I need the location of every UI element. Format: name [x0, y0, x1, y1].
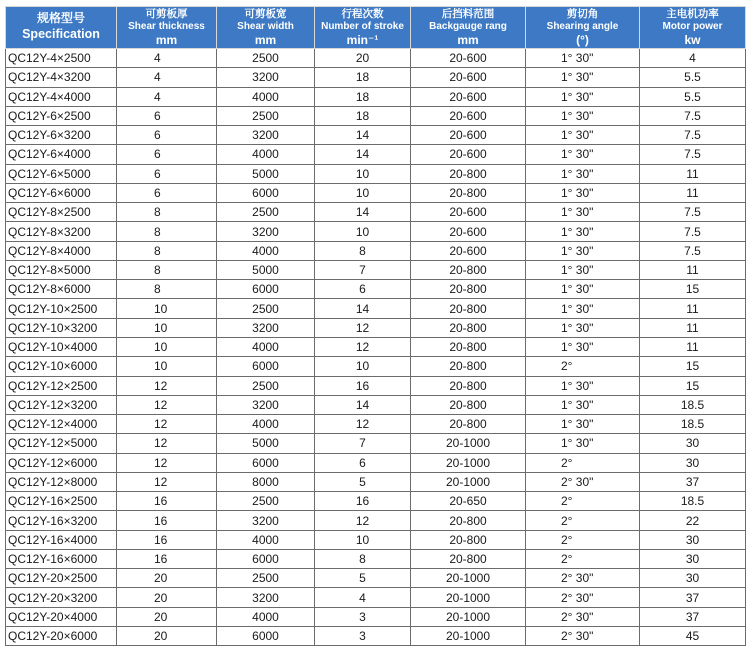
- header-width: [217, 7, 315, 49]
- cell-thickness: 20: [117, 607, 217, 626]
- cell-thickness: 4: [117, 68, 217, 87]
- table-row: [6, 241, 746, 260]
- cell-power: 7.5: [640, 222, 746, 241]
- table-row: [6, 434, 746, 453]
- cell-angle: 2°: [526, 511, 640, 530]
- cell-stroke: 14: [315, 203, 411, 222]
- cell-width: 4000: [217, 415, 315, 434]
- cell-spec: QC12Y-16×3200: [6, 511, 117, 530]
- cell-width: 4000: [217, 337, 315, 356]
- cell-power: 37: [640, 588, 746, 607]
- cell-spec: QC12Y-8×3200: [6, 222, 117, 241]
- cell-backgauge: 20-1000: [411, 434, 526, 453]
- header-spec-zh: 规格型号: [36, 11, 85, 26]
- cell-backgauge: 20-600: [411, 106, 526, 125]
- cell-stroke: 3: [315, 607, 411, 626]
- cell-power: 22: [640, 511, 746, 530]
- table-row: [6, 68, 746, 87]
- cell-width: 2500: [217, 203, 315, 222]
- header-row: [6, 7, 746, 49]
- cell-stroke: 3: [315, 626, 411, 645]
- cell-stroke: 12: [315, 511, 411, 530]
- table-row: [6, 569, 746, 588]
- cell-width: 6000: [217, 453, 315, 472]
- cell-backgauge: 20-800: [411, 357, 526, 376]
- header-width-zh: 可剪板宽: [244, 8, 287, 21]
- cell-angle: 1° 30": [526, 164, 640, 183]
- cell-spec: QC12Y-12×6000: [6, 453, 117, 472]
- cell-width: 4000: [217, 530, 315, 549]
- cell-angle: 1° 30": [526, 203, 640, 222]
- cell-thickness: 10: [117, 299, 217, 318]
- table-row: [6, 299, 746, 318]
- cell-power: 45: [640, 626, 746, 645]
- cell-width: 6000: [217, 280, 315, 299]
- cell-stroke: 14: [315, 395, 411, 414]
- cell-thickness: 16: [117, 511, 217, 530]
- cell-backgauge: 20-1000: [411, 453, 526, 472]
- cell-stroke: 5: [315, 569, 411, 588]
- cell-angle: 1° 30": [526, 222, 640, 241]
- cell-spec: QC12Y-8×4000: [6, 241, 117, 260]
- cell-angle: 2°: [526, 357, 640, 376]
- cell-stroke: 20: [315, 49, 411, 68]
- header-backgauge: [411, 7, 526, 49]
- cell-backgauge: 20-600: [411, 222, 526, 241]
- cell-spec: QC12Y-12×8000: [6, 472, 117, 491]
- cell-width: 3200: [217, 222, 315, 241]
- cell-angle: 1° 30": [526, 126, 640, 145]
- table-row: [6, 607, 746, 626]
- cell-stroke: 7: [315, 434, 411, 453]
- cell-angle: 1° 30": [526, 280, 640, 299]
- cell-thickness: 4: [117, 87, 217, 106]
- table-row: [6, 530, 746, 549]
- cell-spec: QC12Y-6×6000: [6, 183, 117, 202]
- cell-thickness: 20: [117, 569, 217, 588]
- header-stroke-unit: min⁻¹: [346, 32, 379, 47]
- cell-power: 11: [640, 299, 746, 318]
- header-thickness-unit: mm: [155, 32, 178, 47]
- cell-power: 37: [640, 472, 746, 491]
- cell-stroke: 14: [315, 126, 411, 145]
- cell-angle: 1° 30": [526, 395, 640, 414]
- cell-angle: 1° 30": [526, 299, 640, 318]
- table-row: [6, 376, 746, 395]
- cell-backgauge: 20-800: [411, 511, 526, 530]
- cell-width: 3200: [217, 318, 315, 337]
- table-row: [6, 318, 746, 337]
- cell-width: 3200: [217, 395, 315, 414]
- cell-thickness: 6: [117, 126, 217, 145]
- cell-stroke: 10: [315, 222, 411, 241]
- cell-spec: QC12Y-20×3200: [6, 588, 117, 607]
- cell-stroke: 14: [315, 145, 411, 164]
- cell-width: 8000: [217, 472, 315, 491]
- cell-spec: QC12Y-16×6000: [6, 549, 117, 568]
- header-power-unit: kw: [684, 32, 701, 47]
- cell-backgauge: 20-800: [411, 260, 526, 279]
- cell-angle: 1° 30": [526, 68, 640, 87]
- table-row: [6, 145, 746, 164]
- cell-thickness: 20: [117, 588, 217, 607]
- cell-width: 3200: [217, 126, 315, 145]
- cell-thickness: 10: [117, 337, 217, 356]
- cell-backgauge: 20-800: [411, 318, 526, 337]
- cell-width: 5000: [217, 434, 315, 453]
- cell-thickness: 12: [117, 395, 217, 414]
- cell-angle: 2°: [526, 549, 640, 568]
- cell-angle: 2°: [526, 492, 640, 511]
- cell-stroke: 16: [315, 376, 411, 395]
- cell-thickness: 16: [117, 530, 217, 549]
- cell-width: 2500: [217, 376, 315, 395]
- cell-width: 3200: [217, 588, 315, 607]
- cell-power: 5.5: [640, 68, 746, 87]
- header-spec: [6, 7, 117, 49]
- cell-backgauge: 20-800: [411, 280, 526, 299]
- cell-backgauge: 20-800: [411, 549, 526, 568]
- cell-spec: QC12Y-10×3200: [6, 318, 117, 337]
- table-row: [6, 511, 746, 530]
- cell-stroke: 18: [315, 106, 411, 125]
- header-stroke-en: Number of stroke: [321, 20, 404, 32]
- cell-spec: QC12Y-4×4000: [6, 87, 117, 106]
- cell-stroke: 7: [315, 260, 411, 279]
- cell-power: 7.5: [640, 241, 746, 260]
- cell-backgauge: 20-650: [411, 492, 526, 511]
- cell-power: 7.5: [640, 106, 746, 125]
- cell-angle: 1° 30": [526, 434, 640, 453]
- cell-thickness: 12: [117, 453, 217, 472]
- table-row: [6, 337, 746, 356]
- cell-backgauge: 20-1000: [411, 569, 526, 588]
- cell-spec: QC12Y-4×3200: [6, 68, 117, 87]
- table-row: [6, 126, 746, 145]
- cell-stroke: 12: [315, 318, 411, 337]
- table-row: [6, 472, 746, 491]
- cell-spec: QC12Y-16×2500: [6, 492, 117, 511]
- cell-angle: 1° 30": [526, 106, 640, 125]
- table-row: [6, 415, 746, 434]
- header-angle: [526, 7, 640, 49]
- cell-angle: 1° 30": [526, 145, 640, 164]
- table-row: [6, 492, 746, 511]
- cell-angle: 2°: [526, 453, 640, 472]
- cell-spec: QC12Y-10×6000: [6, 357, 117, 376]
- cell-spec: QC12Y-20×6000: [6, 626, 117, 645]
- header-angle-unit: (°): [576, 32, 589, 47]
- cell-backgauge: 20-1000: [411, 588, 526, 607]
- cell-stroke: 5: [315, 472, 411, 491]
- cell-spec: QC12Y-12×4000: [6, 415, 117, 434]
- cell-stroke: 12: [315, 337, 411, 356]
- cell-thickness: 20: [117, 626, 217, 645]
- cell-power: 15: [640, 357, 746, 376]
- header-backgauge-zh: 后挡料范围: [441, 8, 495, 21]
- cell-width: 3200: [217, 511, 315, 530]
- table-row: [6, 549, 746, 568]
- cell-angle: 2° 30": [526, 626, 640, 645]
- table-row: [6, 588, 746, 607]
- cell-spec: QC12Y-8×2500: [6, 203, 117, 222]
- cell-thickness: 10: [117, 357, 217, 376]
- header-thickness: [117, 7, 217, 49]
- cell-backgauge: 20-800: [411, 415, 526, 434]
- cell-angle: 1° 30": [526, 376, 640, 395]
- header-thickness-zh: 可剪板厚: [145, 8, 188, 21]
- cell-spec: QC12Y-4×2500: [6, 49, 117, 68]
- cell-spec: QC12Y-12×2500: [6, 376, 117, 395]
- table-row: [6, 87, 746, 106]
- table-row: [6, 260, 746, 279]
- cell-thickness: 16: [117, 492, 217, 511]
- cell-backgauge: 20-600: [411, 203, 526, 222]
- cell-width: 2500: [217, 492, 315, 511]
- header-angle-en: Shearing angle: [546, 20, 619, 32]
- header-spec-en: Specification: [22, 27, 100, 42]
- table-row: [6, 203, 746, 222]
- cell-stroke: 10: [315, 164, 411, 183]
- cell-angle: 1° 30": [526, 260, 640, 279]
- cell-width: 4000: [217, 607, 315, 626]
- cell-angle: 1° 30": [526, 241, 640, 260]
- cell-thickness: 8: [117, 260, 217, 279]
- cell-power: 11: [640, 318, 746, 337]
- cell-thickness: 8: [117, 241, 217, 260]
- table-row: [6, 183, 746, 202]
- cell-thickness: 4: [117, 49, 217, 68]
- cell-angle: 2° 30": [526, 588, 640, 607]
- cell-spec: QC12Y-8×6000: [6, 280, 117, 299]
- table-row: [6, 164, 746, 183]
- cell-spec: QC12Y-20×4000: [6, 607, 117, 626]
- cell-angle: 2° 30": [526, 569, 640, 588]
- cell-stroke: 16: [315, 492, 411, 511]
- header-power: [640, 7, 746, 49]
- cell-power: 30: [640, 434, 746, 453]
- cell-width: 6000: [217, 626, 315, 645]
- cell-backgauge: 20-600: [411, 68, 526, 87]
- cell-stroke: 18: [315, 68, 411, 87]
- cell-spec: QC12Y-12×3200: [6, 395, 117, 414]
- cell-thickness: 8: [117, 203, 217, 222]
- cell-angle: 1° 30": [526, 337, 640, 356]
- cell-spec: QC12Y-6×4000: [6, 145, 117, 164]
- cell-thickness: 6: [117, 106, 217, 125]
- cell-angle: 1° 30": [526, 87, 640, 106]
- cell-power: 11: [640, 260, 746, 279]
- header-thickness-en: Shear thickness: [128, 20, 205, 32]
- cell-stroke: 12: [315, 415, 411, 434]
- cell-power: 30: [640, 569, 746, 588]
- table-row: [6, 453, 746, 472]
- header-backgauge-unit: mm: [457, 32, 479, 47]
- cell-thickness: 12: [117, 434, 217, 453]
- cell-power: 11: [640, 164, 746, 183]
- cell-power: 18.5: [640, 415, 746, 434]
- cell-backgauge: 20-600: [411, 145, 526, 164]
- cell-backgauge: 20-800: [411, 376, 526, 395]
- cell-backgauge: 20-1000: [411, 472, 526, 491]
- header-stroke: [315, 7, 411, 49]
- cell-stroke: 6: [315, 453, 411, 472]
- cell-width: 2500: [217, 49, 315, 68]
- cell-thickness: 8: [117, 280, 217, 299]
- cell-backgauge: 20-800: [411, 337, 526, 356]
- header-stroke-zh: 行程次数: [341, 8, 384, 21]
- cell-angle: 2°: [526, 530, 640, 549]
- cell-power: 18.5: [640, 395, 746, 414]
- cell-power: 30: [640, 549, 746, 568]
- spec-table: [5, 6, 746, 646]
- cell-width: 2500: [217, 106, 315, 125]
- cell-backgauge: 20-800: [411, 299, 526, 318]
- cell-thickness: 10: [117, 318, 217, 337]
- cell-angle: 1° 30": [526, 183, 640, 202]
- cell-stroke: 6: [315, 280, 411, 299]
- cell-power: 18.5: [640, 492, 746, 511]
- cell-width: 5000: [217, 164, 315, 183]
- header-width-en: Shear width: [237, 20, 294, 32]
- header-angle-zh: 剪切角: [566, 8, 599, 21]
- table-header: [6, 7, 746, 49]
- cell-backgauge: 20-600: [411, 49, 526, 68]
- table-row: [6, 222, 746, 241]
- cell-power: 7.5: [640, 126, 746, 145]
- cell-width: 4000: [217, 241, 315, 260]
- cell-spec: QC12Y-10×4000: [6, 337, 117, 356]
- cell-stroke: 14: [315, 299, 411, 318]
- cell-width: 6000: [217, 357, 315, 376]
- cell-spec: QC12Y-6×2500: [6, 106, 117, 125]
- cell-power: 37: [640, 607, 746, 626]
- cell-power: 15: [640, 376, 746, 395]
- cell-power: 15: [640, 280, 746, 299]
- table-body: [6, 49, 746, 646]
- cell-power: 5.5: [640, 87, 746, 106]
- cell-spec: QC12Y-8×5000: [6, 260, 117, 279]
- cell-backgauge: 20-600: [411, 126, 526, 145]
- table-row: [6, 280, 746, 299]
- table-row: [6, 357, 746, 376]
- cell-stroke: 4: [315, 588, 411, 607]
- cell-angle: 1° 30": [526, 49, 640, 68]
- cell-spec: QC12Y-6×5000: [6, 164, 117, 183]
- cell-width: 6000: [217, 183, 315, 202]
- cell-thickness: 8: [117, 222, 217, 241]
- cell-backgauge: 20-600: [411, 241, 526, 260]
- cell-thickness: 16: [117, 549, 217, 568]
- cell-backgauge: 20-800: [411, 530, 526, 549]
- table-row: [6, 395, 746, 414]
- cell-stroke: 18: [315, 87, 411, 106]
- cell-thickness: 12: [117, 472, 217, 491]
- table-row: [6, 626, 746, 645]
- cell-width: 2500: [217, 569, 315, 588]
- cell-width: 3200: [217, 68, 315, 87]
- cell-backgauge: 20-600: [411, 87, 526, 106]
- cell-stroke: 8: [315, 241, 411, 260]
- cell-power: 30: [640, 530, 746, 549]
- cell-power: 4: [640, 49, 746, 68]
- cell-stroke: 10: [315, 357, 411, 376]
- table-row: [6, 106, 746, 125]
- cell-spec: QC12Y-20×2500: [6, 569, 117, 588]
- cell-backgauge: 20-800: [411, 395, 526, 414]
- cell-spec: QC12Y-12×5000: [6, 434, 117, 453]
- cell-angle: 1° 30": [526, 318, 640, 337]
- cell-angle: 2° 30": [526, 607, 640, 626]
- cell-thickness: 6: [117, 183, 217, 202]
- cell-power: 11: [640, 183, 746, 202]
- header-width-unit: mm: [254, 32, 277, 47]
- cell-stroke: 10: [315, 183, 411, 202]
- cell-thickness: 12: [117, 376, 217, 395]
- cell-power: 7.5: [640, 203, 746, 222]
- cell-spec: QC12Y-6×3200: [6, 126, 117, 145]
- cell-backgauge: 20-800: [411, 183, 526, 202]
- cell-backgauge: 20-1000: [411, 607, 526, 626]
- cell-spec: QC12Y-16×4000: [6, 530, 117, 549]
- cell-power: 11: [640, 337, 746, 356]
- cell-backgauge: 20-1000: [411, 626, 526, 645]
- cell-spec: QC12Y-10×2500: [6, 299, 117, 318]
- header-power-en: Motor power: [662, 20, 723, 32]
- cell-power: 7.5: [640, 145, 746, 164]
- cell-backgauge: 20-800: [411, 164, 526, 183]
- cell-thickness: 6: [117, 145, 217, 164]
- cell-thickness: 6: [117, 164, 217, 183]
- header-backgauge-en: Backgauge rang: [429, 20, 507, 32]
- cell-width: 4000: [217, 145, 315, 164]
- table-row: [6, 49, 746, 68]
- cell-angle: 1° 30": [526, 415, 640, 434]
- cell-width: 6000: [217, 549, 315, 568]
- cell-power: 30: [640, 453, 746, 472]
- cell-thickness: 12: [117, 415, 217, 434]
- cell-width: 2500: [217, 299, 315, 318]
- cell-width: 5000: [217, 260, 315, 279]
- cell-width: 4000: [217, 87, 315, 106]
- cell-stroke: 10: [315, 530, 411, 549]
- cell-angle: 2° 30": [526, 472, 640, 491]
- header-power-zh: 主电机功率: [666, 8, 719, 21]
- cell-stroke: 8: [315, 549, 411, 568]
